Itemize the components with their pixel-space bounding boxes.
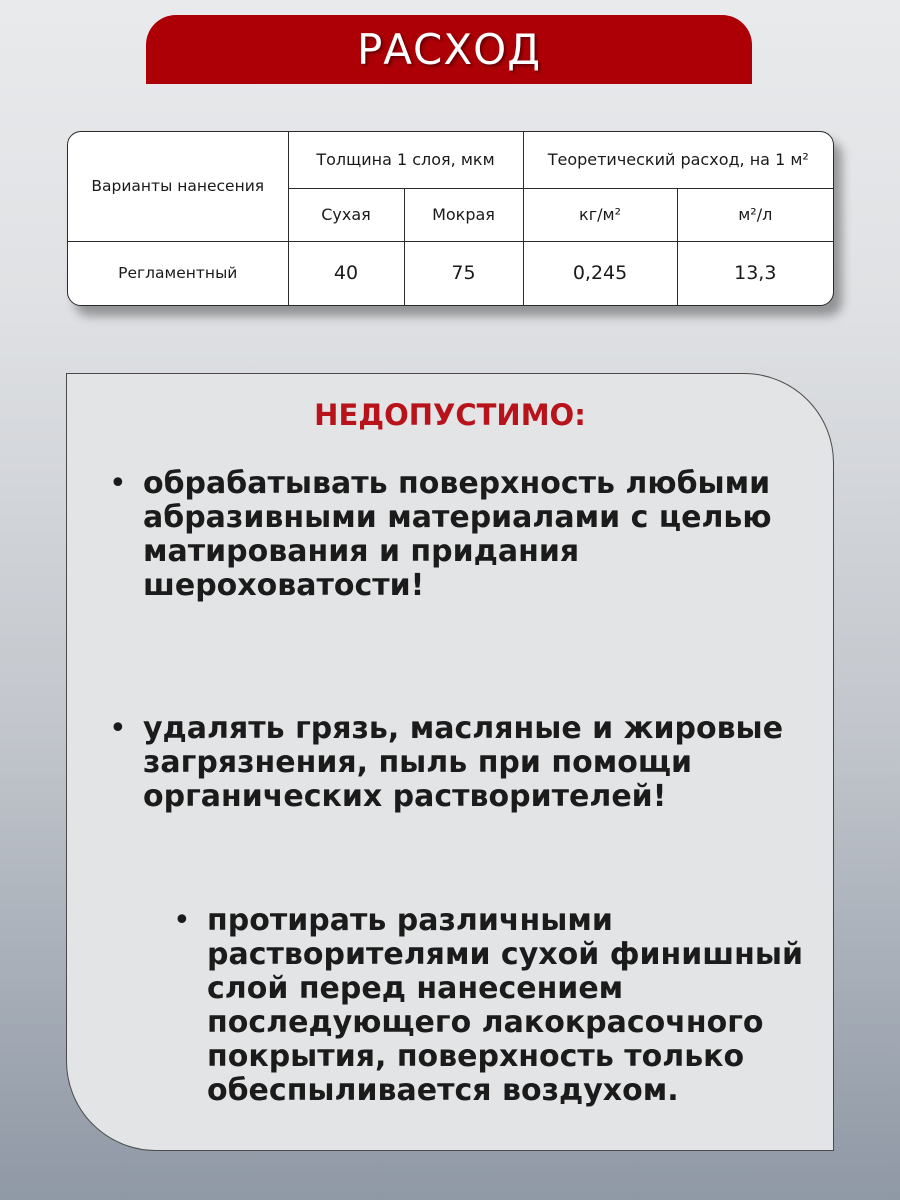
cell-kg: 0,245 [523, 241, 677, 305]
warning-panel [66, 373, 834, 1151]
warning-title: НЕДОПУСТИМО: [314, 398, 586, 432]
subheader-m2-per-l: м²/л [677, 188, 833, 241]
bullet-text: протирать различными растворителями сухой финишный слой перед нанесением последующего лакокрасочного покрытия, поверхность только обеспыливается воздухом. [207, 903, 803, 1108]
subheader-wet: Мокрая [404, 188, 523, 241]
subheader-dry: Сухая [288, 188, 404, 241]
list-item [109, 712, 809, 814]
cell-m2l: 13,3 [677, 241, 833, 305]
bullet-icon: • [109, 466, 127, 501]
header-consumption: Теоретический расход, на 1 м² [523, 132, 833, 188]
header-banner [146, 15, 752, 84]
row-name: Регламентный [68, 241, 288, 305]
list-item [173, 904, 823, 1108]
bullet-icon: • [173, 903, 191, 938]
bullet-text: удалять грязь, масляные и жировые загрязнения, пыль при помощи органических растворителей! [143, 711, 784, 814]
bullet-icon: • [109, 711, 127, 746]
bullet-text: обрабатывать поверхность любыми абразивными материалами с целью матирования и придания шероховатости! [143, 466, 772, 603]
banner-title: РАСХОД [356, 25, 542, 74]
header-thickness: Толщина 1 слоя, мкм [288, 132, 523, 188]
consumption-table [67, 131, 834, 306]
cell-wet: 75 [404, 241, 523, 305]
header-variants: Варианты нанесения [68, 132, 288, 241]
subheader-kg-per-m2: кг/м² [523, 188, 677, 241]
table-row [68, 241, 833, 305]
cell-dry: 40 [288, 241, 404, 305]
list-item [109, 467, 809, 603]
